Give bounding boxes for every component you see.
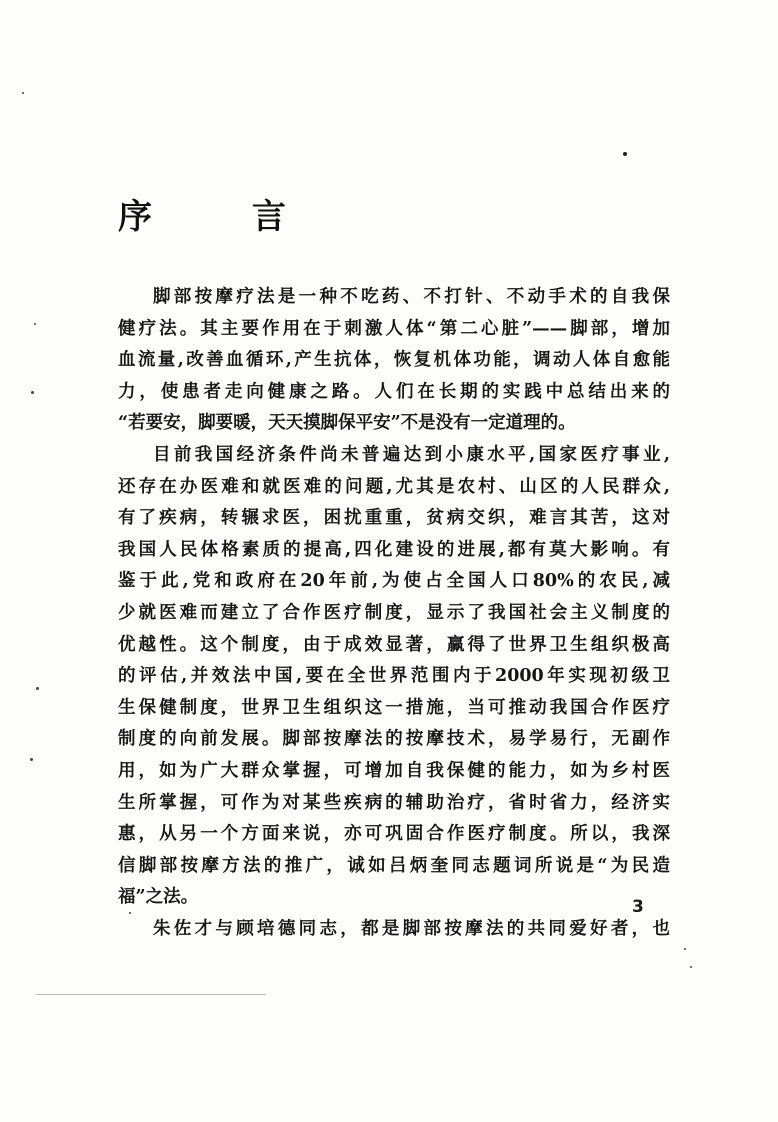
text-line: 力，使患者走向健康之路。人们在长期的实践中总结出来的 <box>118 381 670 402</box>
scan-speck <box>31 391 34 394</box>
text-line: 脚部按摩疗法是一种不吃药、不打针、不动手术的自我保 <box>153 287 670 307</box>
text-line: 生所掌握，可作为对某些疾病的辅助治疗，省时省力，经济实 <box>118 792 670 813</box>
text-line: 血流量,改善血循环,产生抗体，恢复机体功能，调动人体自愈能 <box>118 350 670 371</box>
scan-speck <box>690 966 692 968</box>
text-line: 还存在办医难和就医难的问题,尤其是农村、山区的人民群众, <box>118 476 670 497</box>
page-number: 3 <box>632 897 644 917</box>
text-line: 少就医难而建立了合作医疗制度，显示了我国社会主义制度的 <box>118 602 670 623</box>
text-line: “若要安，脚要暖，天天摸脚保平安”不是没有一定道理的。 <box>118 413 576 434</box>
scan-speck <box>36 687 39 690</box>
text-line: 福”之法。 <box>118 887 199 908</box>
text-line: 优越性。这个制度，由于成效显著，赢得了世界卫生组织极高 <box>118 634 670 655</box>
body-text <box>118 282 670 945</box>
scan-speck <box>34 323 36 325</box>
text-line: 惠，从另一个方面来说，亦可巩固合作医疗制度。所以，我深 <box>118 824 670 845</box>
text-line: 制度的向前发展。脚部按摩法的按摩技术，易学易行，无副作 <box>118 729 670 750</box>
text-line: 我国人民体格素质的提高,四化建设的进展,都有莫大影响。有 <box>118 539 670 560</box>
text-line: 朱佐才与顾培德同志，都是脚部按摩法的共同爱好者，也 <box>153 918 670 939</box>
text-line: 健疗法。其主要作用在于刺激人体“第二心脏”——脚部，增加 <box>118 318 670 339</box>
page-title: 序 言 <box>118 196 330 237</box>
scan-speck <box>22 92 24 94</box>
text-line: 生保健制度，世界卫生组织这一措施，当可推动我国合作医疗 <box>118 697 670 718</box>
scan-speck <box>623 152 627 156</box>
scan-speck <box>684 948 686 950</box>
scan-edge-line <box>36 994 266 995</box>
text-line: 鉴于此,党和政府在20年前,为使占全国人口80%的农民,减 <box>118 571 670 592</box>
text-line: 有了疾病，转辗求医，困扰重重，贫病交织，难言其苦，这对 <box>118 508 670 529</box>
text-line: 的评估,并效法中国,要在全世界范围内于2000年实现初级卫 <box>118 666 670 687</box>
text-line: 信脚部按摩方法的推广，诚如吕炳奎同志题词所说是“为民造 <box>118 855 670 876</box>
scan-speck <box>30 758 33 761</box>
text-line: 目前我国经济条件尚未普遍达到小康水平,国家医疗事业, <box>153 444 670 465</box>
text-line: 用，如为广大群众掌握，可增加自我保健的能力，如为乡村医 <box>118 760 670 781</box>
